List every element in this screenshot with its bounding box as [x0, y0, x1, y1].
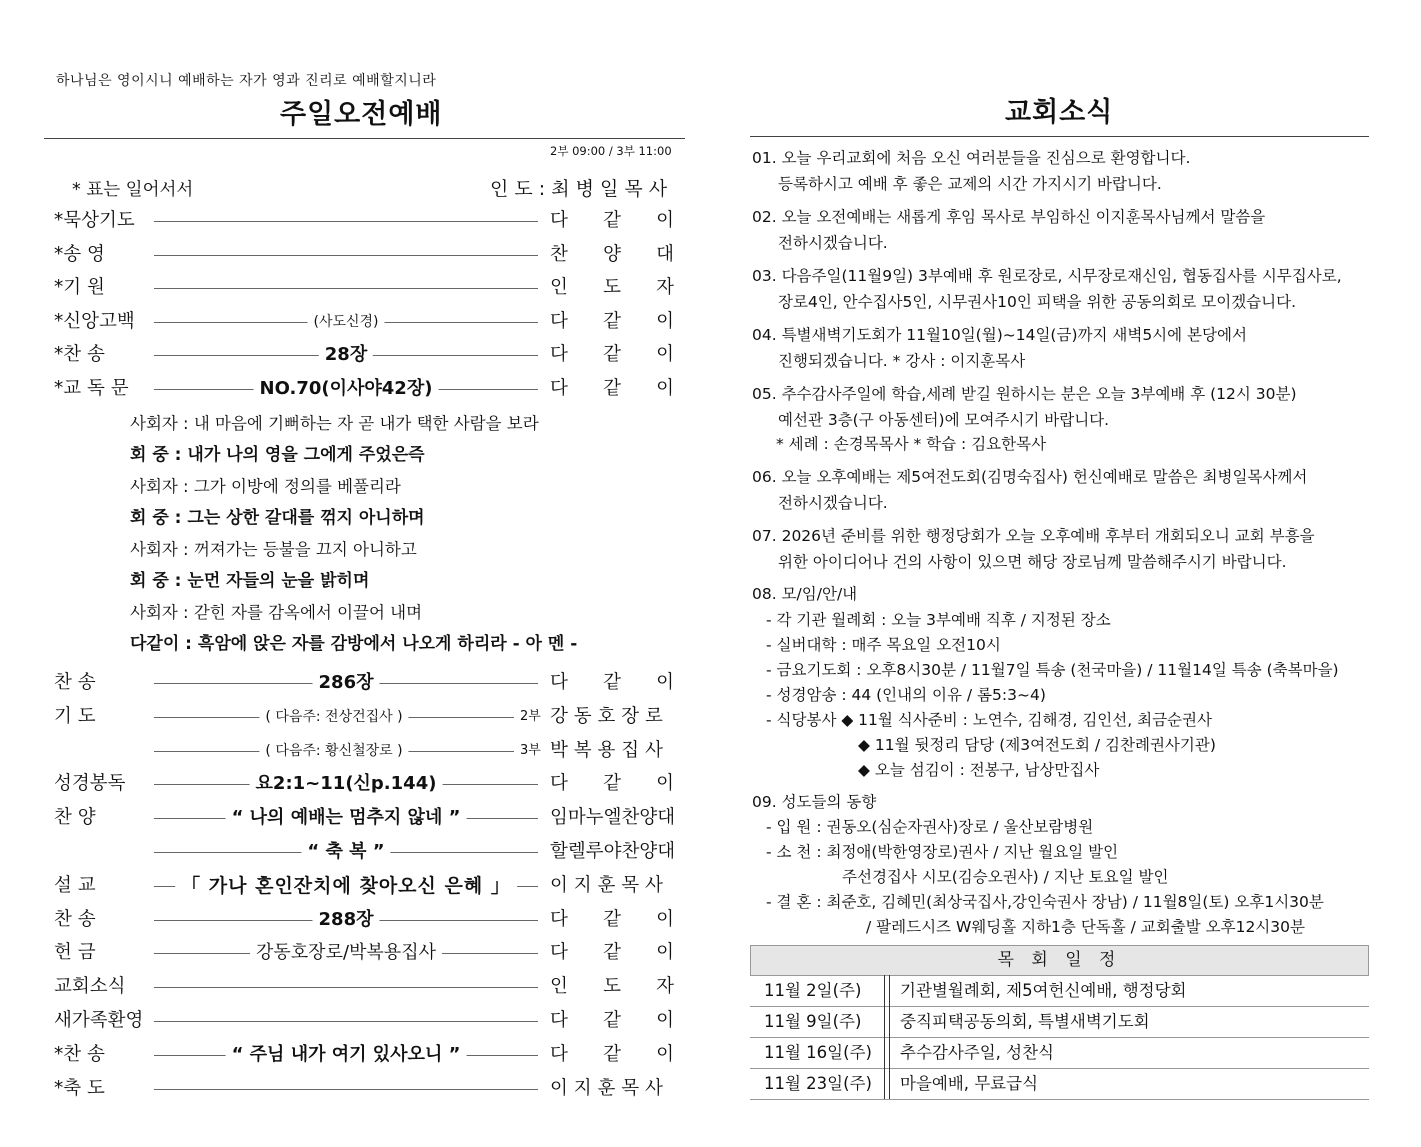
- left.rows2-row: [54, 666, 678, 700]
- worship-title: 주일오전예배: [280, 99, 443, 130]
- left.rows-row: [54, 338, 678, 372]
- schedule-event: 추수감사주일, 성찬식: [900, 1043, 1054, 1062]
- item-responsible: 강 동 호 장 로: [550, 705, 663, 727]
- news-line: - 각 기관 월례회 : 오늘 3부예배 직후 / 지정된 장소: [766, 611, 1111, 629]
- news-line: 09. 성도들의 동향: [752, 793, 877, 811]
- leader-line: [154, 255, 538, 256]
- schedule-row: [750, 975, 1369, 1007]
- item-responsible: 다 같 이: [550, 310, 674, 332]
- schedule-date: 11월 16일(주): [764, 1043, 872, 1062]
- congregation-line: 회 중 : 그는 상한 갈대를 꺾지 아니하며: [130, 507, 425, 528]
- item-content: “ 축 복 ”: [301, 835, 390, 869]
- news-line: ◆ 오늘 섬김이 : 전봉구, 남상만집사: [858, 761, 1100, 779]
- news-line: 06. 오늘 오후예배는 제5여전도회(김명숙집사) 헌신예배로 말씀은 최병일목사께서: [752, 468, 1308, 486]
- left.rows2-row: [54, 1004, 678, 1038]
- item-responsible: 인 도 자: [550, 976, 674, 998]
- schedule-separator: [884, 1006, 890, 1037]
- item-responsible: 다 같 이: [550, 942, 674, 964]
- item-label: 찬 양: [54, 807, 96, 829]
- news-line: - 실버대학 : 매주 목요일 오전10시: [766, 636, 1001, 654]
- news-line: - 금요기도회 : 오후8시30분 / 11월7일 특송 (천국마을) / 11월14일 특송 (축복마을): [766, 661, 1339, 679]
- item-content: (사도신경): [307, 305, 384, 339]
- left.rows2-row: [54, 734, 678, 768]
- news-line: - 소 천 : 최정애(박한영장로)권사 / 지난 월요일 발인: [766, 843, 1119, 861]
- left.rows-row: [54, 204, 678, 238]
- item-label: *찬 송: [54, 344, 105, 366]
- schedule-event: 중직피택공동의회, 특별새벽기도회: [900, 1012, 1150, 1031]
- left.rows2-row: [54, 767, 678, 801]
- congregation-line: 다같이 : 흑암에 앉은 자를 감방에서 나오게 하리라 - 아 멘 -: [130, 633, 578, 654]
- leader-line: [154, 288, 538, 289]
- news-title: 교회소식: [1005, 97, 1114, 128]
- schedule-separator: [884, 975, 890, 1006]
- item-label: *기 원: [54, 277, 105, 299]
- standing-note: * 표는 일어서서: [72, 180, 194, 200]
- service-times: 2부 09:00 / 3부 11:00: [550, 144, 672, 158]
- left.rows2-row: [54, 936, 678, 970]
- news-line: 02. 오늘 오전예배는 새롭게 후임 목사로 부임하신 이지훈목사님께서 말씀을: [752, 208, 1266, 226]
- item-content: 요2:1~11(신p.144): [250, 767, 443, 801]
- item-label: 교회소식: [54, 976, 126, 998]
- congregation-line: 회 중 : 눈먼 자들의 눈을 밝히며: [130, 570, 370, 591]
- item-responsible: 이 지 훈 목 사: [550, 1077, 663, 1099]
- item-responsible: 다 같 이: [550, 344, 674, 366]
- news-line: / 팔레드시즈 W웨딩홀 지하1층 단독홀 / 교회출발 오후12시30분: [866, 918, 1305, 936]
- item-label: 기 도: [54, 705, 96, 727]
- leader-line: [154, 987, 538, 988]
- item-responsible: 다 같 이: [550, 672, 674, 693]
- news-line: 01. 오늘 우리교회에 처음 오신 여러분들을 진심으로 환영합니다.: [752, 149, 1191, 167]
- left.rows2-row: [54, 1072, 678, 1106]
- item-label: *축 도: [54, 1077, 105, 1099]
- item-responsible: 다 같 이: [550, 908, 674, 930]
- left.rows2-row: [54, 835, 678, 869]
- news-line: 장로4인, 안수집사5인, 시무권사10인 피택을 위한 공동의회로 모이겠습니다.: [778, 293, 1297, 311]
- item-label: *찬 송: [54, 1043, 105, 1065]
- leader-line: [154, 221, 538, 222]
- schedule-title: 목 회 일 정: [750, 945, 1369, 976]
- left.rows2-row: [54, 801, 678, 835]
- news-line: 04. 특별새벽기도회가 11월10일(월)~14일(금)까지 새벽5시에 본당에서: [752, 326, 1247, 344]
- item-label: 찬 송: [54, 672, 96, 693]
- title-divider: [44, 138, 685, 139]
- scripture-header: 하나님은 영이시니 예배하는 자가 영과 진리로 예배할지니라: [56, 73, 437, 89]
- schedule-row: [750, 1037, 1369, 1069]
- schedule-row: [750, 1006, 1369, 1038]
- item-content: “ 주님 내가 여기 있사오니 ”: [226, 1038, 467, 1072]
- news-line: 03. 다음주일(11월9일) 3부예배 후 원로장로, 시무장로재신임, 협동집사를 시무집사로,: [752, 267, 1342, 285]
- news-line: 예선관 3층(구 아동센터)에 모여주시기 바랍니다.: [778, 411, 1110, 429]
- left.rows-row: [54, 238, 678, 272]
- schedule-row: [750, 1068, 1369, 1100]
- item-content: 강동호장로/박복용집사: [250, 936, 442, 970]
- item-content: 288장: [313, 903, 380, 937]
- item-responsible: 다 같 이: [550, 210, 674, 231]
- schedule-separator: [884, 1037, 890, 1068]
- item-content: ( 다음주: 황신철장로 ): [259, 734, 408, 768]
- schedule-event: 기관별월례회, 제5여헌신예배, 행정당회: [900, 981, 1187, 1000]
- leader-line-text: 사회자 : 갇힌 자를 감옥에서 이끌어 내며: [130, 603, 423, 622]
- item-responsible: 다 같 이: [550, 1010, 674, 1031]
- item-responsible: 박 복 용 집 사: [550, 739, 663, 761]
- item-label: *교 독 문: [54, 378, 129, 399]
- news-line: 진행되겠습니다. * 강사 : 이지훈목사: [778, 352, 1026, 370]
- leader-line-text: 사회자 : 그가 이방에 정의를 베풀리라: [130, 477, 401, 496]
- news-line: - 식당봉사 ◆ 11월 식사준비 : 노연수, 김해경, 김인선, 최금순권사: [766, 711, 1212, 729]
- item-label: 성경봉독: [54, 773, 126, 795]
- item-label: 찬 송: [54, 908, 96, 930]
- news-line: 07. 2026년 준비를 위한 행정당회가 오늘 오후예배 후부터 개회되오니 교회 부흥을: [752, 527, 1315, 545]
- item-responsible: 다 같 이: [550, 773, 674, 795]
- item-content: 「 가나 혼인잔치에 찾아오신 은혜 」: [175, 869, 517, 903]
- schedule-date: 11월 23일(주): [764, 1074, 872, 1093]
- item-responsible: 인 도 자: [550, 277, 674, 299]
- item-label: *묵상기도: [54, 210, 135, 231]
- news-line: 등록하시고 예배 후 좋은 교제의 시간 가지시기 바랍니다.: [778, 175, 1162, 193]
- left.rows-row: [54, 372, 678, 406]
- schedule-event: 마을예배, 무료급식: [900, 1074, 1039, 1093]
- news-line: - 성경암송 : 44 (인내의 이유 / 롬5:3~4): [766, 686, 1046, 704]
- item-label: 설 교: [54, 874, 96, 896]
- schedule-date: 11월 2일(주): [764, 981, 862, 1000]
- left.rows2-row: [54, 869, 678, 903]
- news-line: - 입 원 : 권동오(심순자권사)장로 / 울산보람병원: [766, 818, 1094, 836]
- item-label: *송 영: [54, 243, 105, 265]
- item-content: “ 나의 예배는 멈추지 않네 ”: [226, 801, 467, 835]
- item-content: ( 다음주: 전상건집사 ): [259, 700, 408, 734]
- service-number: 3부: [520, 742, 541, 758]
- news-line: 전하시겠습니다.: [778, 494, 888, 512]
- item-responsible: 할렐루야찬양대: [550, 841, 676, 862]
- left.rows-row: [54, 271, 678, 305]
- left.rows2-row: [54, 903, 678, 937]
- schedule-separator: [884, 1068, 890, 1099]
- news-line: 전하시겠습니다.: [778, 234, 888, 252]
- service-number: 2부: [520, 708, 541, 724]
- item-content: NO.70(이사야42장): [254, 372, 439, 406]
- item-responsible: 임마누엘찬양대: [550, 807, 676, 829]
- news-line: ◆ 11월 뒷정리 담당 (제3여전도회 / 김찬례권사기관): [858, 736, 1216, 754]
- item-label: 헌 금: [54, 942, 96, 964]
- news-line: 주선경집사 시모(김승오권사) / 지난 토요일 발인: [842, 868, 1169, 886]
- item-label: 새가족환영: [54, 1010, 144, 1031]
- item-responsible: 이 지 훈 목 사: [550, 874, 663, 896]
- left.rows2-row: [54, 970, 678, 1004]
- leader-line-text: 사회자 : 꺼져가는 등불을 끄지 아니하고: [130, 540, 417, 559]
- item-responsible: 찬 양 대: [550, 243, 674, 265]
- item-content: 28장: [319, 338, 373, 372]
- news-line: 08. 모/임/안/내: [752, 585, 858, 603]
- congregation-line: 회 중 : 내가 나의 영을 그에게 주었은즉: [130, 444, 425, 465]
- news-line: * 세례 : 손경목목사 * 학습 : 김요한목사: [776, 435, 1047, 453]
- item-content: 286장: [313, 666, 380, 700]
- leader-line: [154, 1089, 538, 1090]
- item-label: *신앙고백: [54, 310, 135, 332]
- news-line: 위한 아이디어나 건의 사항이 있으면 해당 장로님께 말씀해주시기 바랍니다.: [778, 553, 1287, 571]
- news-divider: [750, 136, 1369, 137]
- schedule-date: 11월 9일(주): [764, 1012, 862, 1031]
- left.rows2-row: [54, 1038, 678, 1072]
- leader-line-text: 사회자 : 내 마음에 기뻐하는 자 곧 내가 택한 사람을 보라: [130, 414, 539, 433]
- leader-line: [154, 1021, 538, 1022]
- left.rows-row: [54, 305, 678, 339]
- news-line: 05. 추수감사주일에 학습,세례 받길 원하시는 분은 오늘 3부예배 후 (12시 30분): [752, 385, 1297, 403]
- news-line: - 결 혼 : 최준호, 김혜민(최상국집사,강인숙권사 장남) / 11월8일(토) 오후1시30분: [766, 893, 1324, 911]
- item-responsible: 다 같 이: [550, 378, 674, 399]
- worship-leader: 인 도 : 최 병 일 목 사: [490, 178, 668, 200]
- left.rows2-row: [54, 700, 678, 734]
- item-responsible: 다 같 이: [550, 1043, 674, 1065]
